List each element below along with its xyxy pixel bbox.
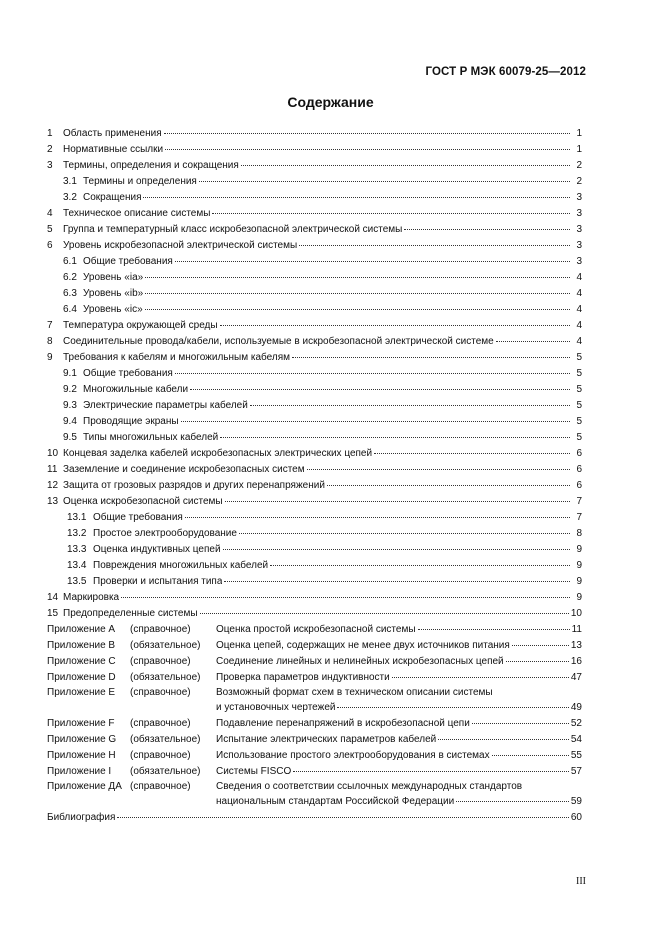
dot-leader xyxy=(404,221,570,230)
toc-entry[interactable] xyxy=(47,478,582,494)
dot-leader xyxy=(145,301,570,310)
toc-entry[interactable] xyxy=(47,510,582,526)
toc-entry-page: 4 xyxy=(576,304,582,315)
dot-leader xyxy=(121,589,570,598)
toc-entry-number: 13.2 xyxy=(67,528,87,539)
dot-leader xyxy=(299,237,570,246)
toc-entry-title: Уровень «ic» xyxy=(83,304,143,315)
dot-leader xyxy=(472,715,569,724)
toc-entry-title: Термины и определения xyxy=(83,176,197,187)
toc-entry-page: 9 xyxy=(576,592,582,603)
toc-entry-page: 3 xyxy=(576,224,582,235)
toc-entry-title: Заземление и соединение искробезопасных систем xyxy=(63,464,305,475)
toc-entry[interactable] xyxy=(47,494,582,510)
appendix-title: Соединение линейных и нелинейных искробезопасных цепей xyxy=(216,656,504,667)
appendix-label: Приложение I xyxy=(47,766,112,777)
toc-entry[interactable] xyxy=(47,286,582,302)
appendix-line xyxy=(47,780,582,794)
toc-entry[interactable] xyxy=(47,126,582,142)
bibliography-entry[interactable] xyxy=(47,810,582,826)
toc-entry[interactable] xyxy=(47,430,582,446)
toc-entry-page: 9 xyxy=(576,544,582,555)
appendix-kind: (справочное) xyxy=(130,781,191,792)
dot-leader xyxy=(337,699,568,708)
appendix-page: 16 xyxy=(570,656,582,667)
toc-entry-number: 13.4 xyxy=(67,560,87,571)
toc-entry[interactable] xyxy=(47,254,582,270)
document-code: ГОСТ Р МЭК 60079-25—2012 xyxy=(425,66,586,78)
toc-entry[interactable] xyxy=(47,334,582,350)
appendix-page: 52 xyxy=(570,718,582,729)
dot-leader xyxy=(145,269,570,278)
bibliography-title: Библиография xyxy=(47,812,116,823)
toc-entry-page: 3 xyxy=(576,208,582,219)
toc-entry-page: 6 xyxy=(576,464,582,475)
toc-entry-title: Типы многожильных кабелей xyxy=(83,432,219,443)
toc-entry[interactable] xyxy=(47,382,582,398)
appendix-label: Приложение F xyxy=(47,718,115,729)
appendix-label: Приложение С xyxy=(47,656,116,667)
dot-leader xyxy=(250,397,570,406)
toc-entry-title: Общие требования xyxy=(93,512,183,523)
toc-entry[interactable] xyxy=(47,606,582,622)
appendix-title: Сведения о соответствии ссылочных международных стандартов xyxy=(216,781,523,792)
appendix-page: 49 xyxy=(570,702,582,713)
toc-entry-title: Общие требования xyxy=(83,256,173,267)
appendix-kind: (справочное) xyxy=(130,750,191,761)
toc-entry-title: Группа и температурный класс искробезопасной электрической системы xyxy=(63,224,403,235)
toc-entry-number: 9.5 xyxy=(63,432,77,443)
appendix-page: 59 xyxy=(570,796,582,807)
toc-entry-number: 6.1 xyxy=(63,256,77,267)
appendix-label: Приложение Е xyxy=(47,687,116,698)
toc-entry-page: 6 xyxy=(576,448,582,459)
toc-entry-title: Сокращения xyxy=(83,192,142,203)
appendix-kind: (обязательное) xyxy=(130,766,201,777)
toc-entry-title: Уровень «ia» xyxy=(83,272,144,283)
toc-entry-title: Уровень искробезопасной электрической системы xyxy=(63,240,298,251)
toc-entry[interactable] xyxy=(47,574,582,590)
appendix-label: Приложение В xyxy=(47,640,116,651)
dot-leader xyxy=(456,793,569,802)
toc-entry[interactable] xyxy=(47,366,582,382)
dot-leader xyxy=(225,493,570,502)
appendix-page: 47 xyxy=(570,672,582,683)
table-of-contents xyxy=(47,126,582,826)
dot-leader xyxy=(223,541,570,550)
appendix-kind: (обязательное) xyxy=(130,640,201,651)
toc-entry-number: 14 xyxy=(47,592,59,603)
toc-entry-page: 4 xyxy=(576,320,582,331)
toc-entry-title: Нормативные ссылки xyxy=(63,144,164,155)
appendix-page: 11 xyxy=(571,624,582,635)
toc-entry-title: Электрические параметры кабелей xyxy=(83,400,248,411)
appendix-kind: (справочное) xyxy=(130,624,191,635)
toc-entry-title: Температура окружающей среды xyxy=(63,320,218,331)
toc-entry-number: 9.2 xyxy=(63,384,77,395)
toc-entry-title: Техническое описание системы xyxy=(63,208,211,219)
appendix-line-continuation xyxy=(47,700,582,716)
dot-leader xyxy=(239,525,570,534)
toc-entry-title: Область применения xyxy=(63,128,162,139)
toc-entry[interactable] xyxy=(47,526,582,542)
appendix-title: Испытание электрических параметров кабелей xyxy=(216,734,437,745)
appendix-title-continuation: национальным стандартам Российской Федерации xyxy=(216,796,455,807)
toc-entry-page: 7 xyxy=(576,512,582,523)
appendix-title: Возможный формат схем в техническом описании системы xyxy=(216,687,493,698)
appendix-title-continuation: и установочных чертежей xyxy=(216,702,336,713)
toc-entry[interactable] xyxy=(47,350,582,366)
toc-entry-title: Общие требования xyxy=(83,368,173,379)
appendix-label: Приложение Н xyxy=(47,750,116,761)
toc-entry-page: 1 xyxy=(576,144,582,155)
dot-leader xyxy=(392,669,569,678)
appendix-entry[interactable] xyxy=(47,638,582,654)
toc-entry-title: Повреждения многожильных кабелей xyxy=(93,560,269,571)
toc-entry-number: 7 xyxy=(47,320,53,331)
toc-entry-number: 9.1 xyxy=(63,368,77,379)
toc-entry-page: 2 xyxy=(576,160,582,171)
toc-entry-title: Оценка искробезопасной системы xyxy=(63,496,223,507)
dot-leader xyxy=(270,557,570,566)
toc-entry-title: Защита от грозовых разрядов и других перенапряжений xyxy=(63,480,325,491)
toc-entry[interactable] xyxy=(47,174,582,190)
toc-entry-title: Уровень «ib» xyxy=(83,288,144,299)
toc-entry-page: 5 xyxy=(576,384,582,395)
toc-entry[interactable] xyxy=(47,414,582,430)
toc-entry-title: Концевая заделка кабелей искробезопасных электрических цепей xyxy=(63,448,373,459)
toc-entry-number: 13.5 xyxy=(67,576,87,587)
appendix-kind: (справочное) xyxy=(130,718,191,729)
toc-entry-page: 6 xyxy=(576,480,582,491)
toc-entry[interactable] xyxy=(47,190,582,206)
toc-entry-page: 3 xyxy=(576,256,582,267)
appendix-entry[interactable] xyxy=(47,622,582,638)
appendix-label: Приложение G xyxy=(47,734,117,745)
toc-entry-number: 9.3 xyxy=(63,400,77,411)
toc-entry-number: 6.4 xyxy=(63,304,77,315)
appendix-title: Подавление перенапряжений в искробезопасной цепи xyxy=(216,718,470,729)
page-number: III xyxy=(576,876,586,887)
appendix-entry[interactable] xyxy=(47,732,582,748)
toc-entry-page: 10 xyxy=(570,608,582,619)
toc-entry-number: 9.4 xyxy=(63,416,77,427)
dot-leader xyxy=(241,157,570,166)
dot-leader xyxy=(145,285,570,294)
toc-entry-title: Многожильные кабели xyxy=(83,384,189,395)
dot-leader xyxy=(181,413,570,422)
toc-entry-title: Простое электрооборудование xyxy=(93,528,237,539)
toc-entry-number: 9 xyxy=(47,352,53,363)
appendix-label: Приложение А xyxy=(47,624,116,635)
appendix-title: Оценка простой искробезопасной системы xyxy=(216,624,416,635)
dot-leader xyxy=(185,509,570,518)
toc-entry-page: 7 xyxy=(576,496,582,507)
dot-leader xyxy=(200,605,569,614)
appendix-entry[interactable] xyxy=(47,686,582,716)
appendix-title: Системы FISCO xyxy=(216,766,292,777)
toc-entry-page: 3 xyxy=(576,240,582,251)
dot-leader xyxy=(374,445,570,454)
toc-entry-page: 9 xyxy=(576,576,582,587)
toc-entry-page: 4 xyxy=(576,272,582,283)
dot-leader xyxy=(496,333,570,342)
toc-entry-number: 10 xyxy=(47,448,59,459)
appendix-kind: (обязательное) xyxy=(130,734,201,745)
toc-entry[interactable] xyxy=(47,206,582,222)
appendix-entry[interactable] xyxy=(47,780,582,810)
appendix-entry[interactable] xyxy=(47,764,582,780)
dot-leader xyxy=(175,253,570,262)
appendix-page: 57 xyxy=(570,766,582,777)
toc-entry-number: 6 xyxy=(47,240,53,251)
toc-entry-title: Оценка индуктивных цепей xyxy=(93,544,221,555)
dot-leader xyxy=(164,125,570,134)
appendix-kind: (справочное) xyxy=(130,687,191,698)
appendix-label: Приложение ДА xyxy=(47,781,122,792)
toc-entry[interactable] xyxy=(47,558,582,574)
toc-entry-number: 8 xyxy=(47,336,53,347)
dot-leader xyxy=(143,189,570,198)
toc-entry-title: Термины, определения и сокращения xyxy=(63,160,239,171)
appendix-kind: (обязательное) xyxy=(130,672,201,683)
appendix-line-continuation xyxy=(47,794,582,810)
toc-entry-number: 3.1 xyxy=(63,176,77,187)
appendix-kind: (справочное) xyxy=(130,656,191,667)
dot-leader xyxy=(438,731,569,740)
appendix-title: Проверка параметров индуктивности xyxy=(216,672,390,683)
toc-entry-number: 12 xyxy=(47,480,59,491)
toc-entry-title: Предопределенные системы xyxy=(63,608,198,619)
appendix-entry[interactable] xyxy=(47,748,582,764)
toc-entry-page: 8 xyxy=(576,528,582,539)
toc-entry-title: Проводящие экраны xyxy=(83,416,179,427)
appendix-label: Приложение D xyxy=(47,672,116,683)
toc-entry-number: 6.3 xyxy=(63,288,77,299)
toc-entry[interactable] xyxy=(47,158,582,174)
toc-entry-title: Соединительные провода/кабели, используемые в искробезопасной электрической системе xyxy=(63,336,494,347)
toc-entry-number: 5 xyxy=(47,224,53,235)
toc-entry[interactable] xyxy=(47,462,582,478)
dot-leader xyxy=(307,461,570,470)
appendix-page: 13 xyxy=(570,640,582,651)
toc-entry[interactable] xyxy=(47,398,582,414)
toc-entry-number: 3 xyxy=(47,160,53,171)
toc-entry-title: Проверки и испытания типа xyxy=(93,576,223,587)
dot-leader xyxy=(220,429,570,438)
page-title: Содержание xyxy=(287,94,374,110)
toc-entry-number: 11 xyxy=(47,464,58,475)
dot-leader xyxy=(175,365,570,374)
toc-entry-number: 4 xyxy=(47,208,53,219)
dot-leader xyxy=(117,809,568,818)
dot-leader xyxy=(512,637,569,646)
toc-entry[interactable] xyxy=(47,542,582,558)
toc-entry-number: 1 xyxy=(47,128,53,139)
toc-entry-page: 5 xyxy=(576,368,582,379)
toc-entry-page: 4 xyxy=(576,336,582,347)
toc-entry-number: 13.3 xyxy=(67,544,87,555)
dot-leader xyxy=(190,381,570,390)
dot-leader xyxy=(506,653,569,662)
toc-entry-page: 2 xyxy=(576,176,582,187)
dot-leader xyxy=(492,747,569,756)
bibliography-page: 60 xyxy=(570,812,582,823)
dot-leader xyxy=(220,317,570,326)
toc-entry-page: 5 xyxy=(576,400,582,411)
toc-entry[interactable] xyxy=(47,318,582,334)
toc-entry[interactable] xyxy=(47,238,582,254)
toc-entry-page: 1 xyxy=(576,128,582,139)
toc-entry-number: 13 xyxy=(47,496,59,507)
toc-entry[interactable] xyxy=(47,590,582,606)
toc-entry-page: 9 xyxy=(576,560,582,571)
toc-entry-number: 2 xyxy=(47,144,53,155)
appendix-entry[interactable] xyxy=(47,654,582,670)
toc-entry-page: 5 xyxy=(576,352,582,363)
toc-entry-number: 13.1 xyxy=(67,512,87,523)
appendix-page: 55 xyxy=(570,750,582,761)
toc-entry[interactable] xyxy=(47,446,582,462)
toc-entry-title: Требования к кабелям и многожильным кабелям xyxy=(63,352,290,363)
appendix-page: 54 xyxy=(570,734,582,745)
dot-leader xyxy=(293,763,569,772)
toc-entry[interactable] xyxy=(47,142,582,158)
appendix-entry[interactable] xyxy=(47,716,582,732)
toc-entry-page: 5 xyxy=(576,432,582,443)
appendix-title: Оценка цепей, содержащих не менее двух источников питания xyxy=(216,640,510,651)
toc-entry-number: 3.2 xyxy=(63,192,77,203)
toc-entry[interactable] xyxy=(47,222,582,238)
dot-leader xyxy=(292,349,570,358)
toc-entry-page: 4 xyxy=(576,288,582,299)
toc-entry-number: 15 xyxy=(47,608,59,619)
toc-entry[interactable] xyxy=(47,270,582,286)
toc-entry-page: 3 xyxy=(576,192,582,203)
dot-leader xyxy=(199,173,570,182)
toc-entry-title: Маркировка xyxy=(63,592,120,603)
toc-entry[interactable] xyxy=(47,302,582,318)
dot-leader xyxy=(327,477,570,486)
dot-leader xyxy=(224,573,570,582)
toc-entry-page: 5 xyxy=(576,416,582,427)
dot-leader xyxy=(418,621,570,630)
dot-leader xyxy=(212,205,570,214)
toc-entry-number: 6.2 xyxy=(63,272,77,283)
appendix-entry[interactable] xyxy=(47,670,582,686)
dot-leader xyxy=(165,141,570,150)
appendix-line xyxy=(47,686,582,700)
appendix-title: Использование простого электрооборудования в системах xyxy=(216,750,490,761)
